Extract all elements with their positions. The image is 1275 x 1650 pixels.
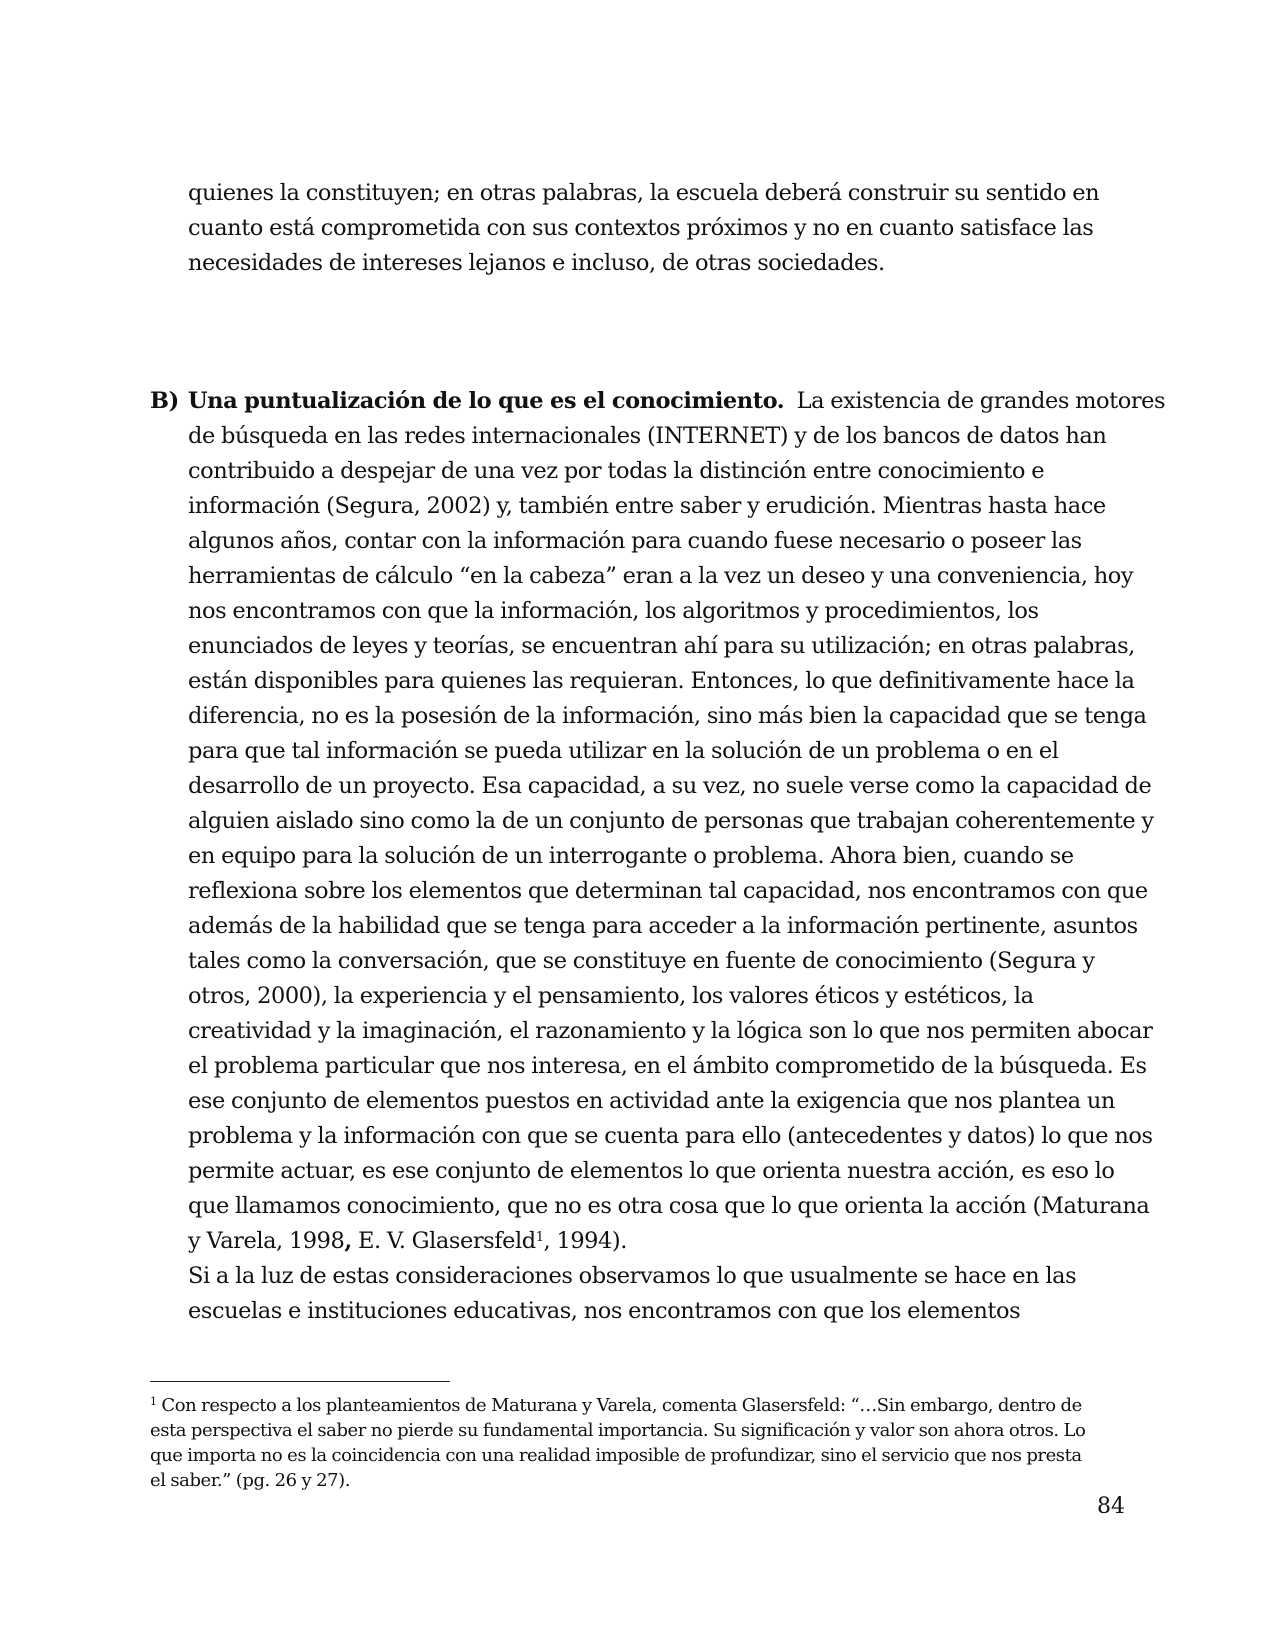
footnote	[150, 1393, 1130, 1493]
section-line: información (Segura, 2002) y, también entre saber y erudición. Mientras hasta hace	[188, 493, 1106, 519]
section-line: de búsqueda en las redes internacionales (INTERNET) y de los bancos de datos han	[188, 423, 1107, 449]
section-first-line	[188, 384, 1166, 419]
section-line: que llamamos conocimiento, que no es otra cosa que lo que orienta la acción (Maturana	[188, 1193, 1150, 1219]
section-line: escuelas e instituciones educativas, nos encontramos con que los elementos	[188, 1298, 1021, 1324]
section-line: para que tal información se pueda utilizar en la solución de un problema o en el	[188, 738, 1059, 764]
section-title: Una puntualización de lo que es el conocimiento.	[188, 388, 785, 414]
section-line: Si a la luz de estas consideraciones observamos lo que usualmente se hace en las	[188, 1263, 1077, 1289]
intro-line: necesidades de intereses lejanos e incluso, de otras sociedades.	[188, 250, 885, 276]
intro-line: cuanto está comprometida con sus contextos próximos y no en cuanto satisface las	[188, 215, 1094, 241]
section-b-paragraph	[188, 384, 1166, 1329]
section-line: diferencia, no es la posesión de la información, sino más bien la capacidad que se tenga	[188, 703, 1147, 729]
footnote-marker: 1	[150, 1395, 157, 1408]
section-line: otros, 2000), la experiencia y el pensamiento, los valores éticos y estéticos, la	[188, 983, 1034, 1009]
section-first-line-text: La existencia de grandes motores	[784, 388, 1166, 414]
citation-year: , 1994).	[543, 1228, 627, 1254]
section-line: reflexiona sobre los elementos que determinan tal capacidad, nos encontramos con que	[188, 878, 1148, 904]
section-line: nos encontramos con que la información, los algoritmos y procedimientos, los	[188, 598, 1039, 624]
section-line: creatividad y la imaginación, el razonamiento y la lógica son lo que nos permiten abocar	[188, 1018, 1153, 1044]
section-line: desarrollo de un proyecto. Esa capacidad, a su vez, no suele verse como la capacidad de	[188, 773, 1152, 799]
citation-line	[188, 1224, 1140, 1259]
footnote-reference[interactable]: 1	[535, 1230, 544, 1245]
section-line: en equipo para la solución de un interrogante o problema. Ahora bien, cuando se	[188, 843, 1074, 869]
section-line: permite actuar, es ese conjunto de elementos lo que orienta nuestra acción, es eso lo	[188, 1158, 1115, 1184]
footnote-line	[150, 1393, 1130, 1418]
section-line: ese conjunto de elementos puestos en actividad ante la exigencia que nos plantea un	[188, 1088, 1115, 1114]
section-line: herramientas de cálculo “en la cabeza” eran a la vez un deseo y una conveniencia, hoy	[188, 563, 1134, 589]
citation-comma: ,	[344, 1228, 352, 1254]
footnote-line: que importa no es la coincidencia con una realidad imposible de profundizar, sino el servicio que nos presta	[150, 1445, 1082, 1466]
section-line: contribuido a despejar de una vez por todas la distinción entre conocimiento e	[188, 458, 1045, 484]
section-line: problema y la información con que se cuenta para ello (antecedentes y datos) lo que nos	[188, 1123, 1153, 1149]
footnote-line: esta perspectiva el saber no pierde su fundamental importancia. Su significación y valor son ahora otros. Lo	[150, 1420, 1086, 1441]
section-marker: B)	[150, 388, 179, 414]
footnote-line: el saber.” (pg. 26 y 27).	[150, 1470, 350, 1491]
citation-text: y Varela, 1998	[188, 1228, 345, 1254]
section-line: el problema particular que nos interesa, en el ámbito comprometido de la búsqueda. Es	[188, 1053, 1147, 1079]
section-line: algunos años, contar con la información para cuando fuese necesario o poseer las	[188, 528, 1082, 554]
section-line: además de la habilidad que se tenga para acceder a la información pertinente, asuntos	[188, 913, 1138, 939]
intro-line: quienes la constituyen; en otras palabras, la escuela deberá construir su sentido en	[188, 180, 1100, 206]
footnote-divider	[150, 1381, 450, 1382]
citation-author: E. V. Glasersfeld	[351, 1228, 536, 1254]
section-line: están disponibles para quienes las requieran. Entonces, lo que definitivamente hace la	[188, 668, 1135, 694]
section-line: tales como la conversación, que se constituye en fuente de conocimiento (Segura y	[188, 948, 1095, 974]
section-line: enunciados de leyes y teorías, se encuentran ahí para su utilización; en otras palabras,	[188, 633, 1135, 659]
footnote-first-line-text: Con respecto a los planteamientos de Maturana y Varela, comenta Glasersfeld: “…Sin embargo, dentro de	[156, 1395, 1082, 1416]
section-line: alguien aislado sino como la de un conjunto de personas que trabajan coherentemente y	[188, 808, 1154, 834]
intro-paragraph	[188, 176, 1128, 281]
page-number: 84	[1097, 1494, 1125, 1519]
